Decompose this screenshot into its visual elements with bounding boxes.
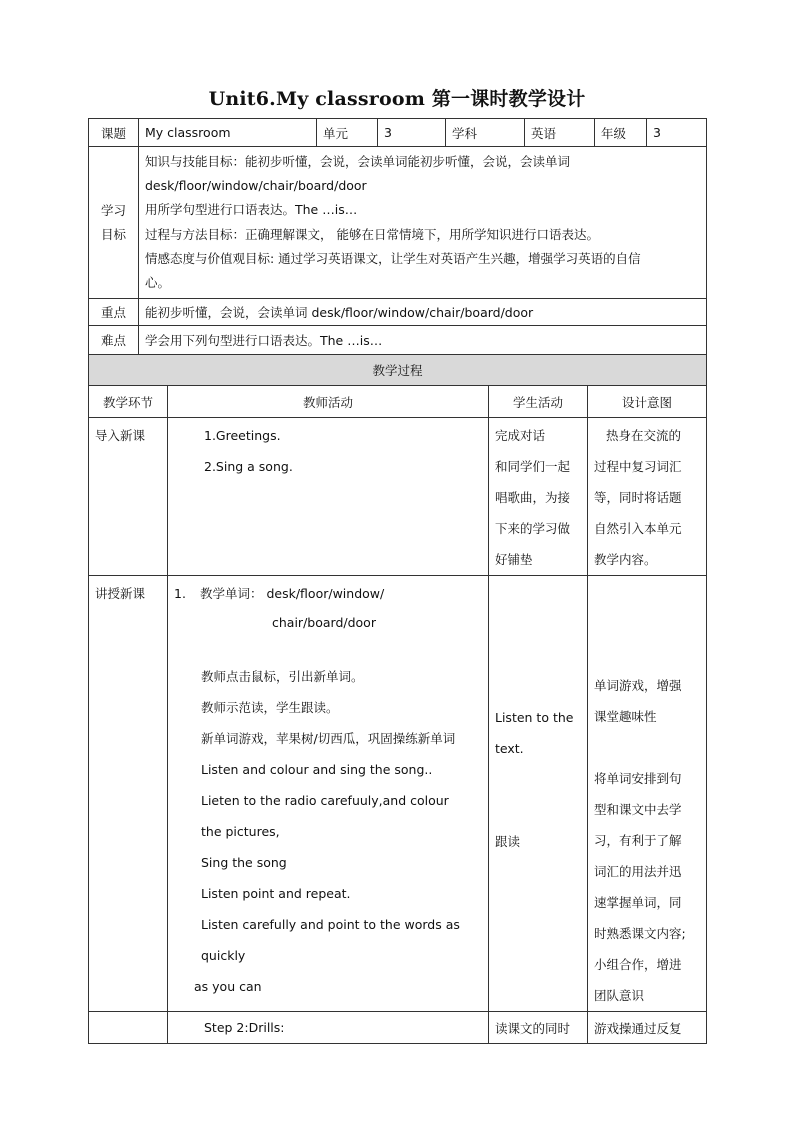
goals-label (89, 147, 139, 299)
intent-line: 团队意识 (594, 988, 645, 1003)
goal-line: 情感态度与价值观目标: 通过学习英语课文，让学生对英语产生兴趣，增强学习英语的自信 (145, 250, 641, 266)
student-line: text. (495, 741, 524, 756)
design-intent (588, 576, 707, 1012)
goals-label-line-2: 目标 (100, 226, 126, 242)
page-title: Unit6.My classroom 第一课时教学设计 (208, 88, 586, 110)
student-line: Listen to the (495, 710, 574, 725)
student-line: 唱歌曲，为接 (495, 490, 571, 505)
teacher-item-heading (174, 578, 482, 609)
intent-line: 教学内容。 (594, 552, 657, 567)
student-line: 跟读 (495, 834, 521, 849)
topic-value: My classroom (139, 119, 317, 147)
process-columns-row (89, 386, 707, 418)
table-row (89, 576, 707, 1012)
intent-line: 时熟悉课文内容; (594, 926, 686, 941)
difficulty-value: 学会用下列句型进行口语表达。The …is… (139, 326, 707, 355)
grade-value: 3 (647, 119, 707, 147)
subject-label: 学科 (446, 119, 525, 147)
teacher-line: 教师示范读，学生跟读。 (201, 700, 339, 715)
goals-label-line-1: 学习 (100, 202, 126, 218)
design-intent (588, 418, 707, 576)
table-row (89, 1012, 707, 1044)
student-activity: 读课文的同时 (489, 1012, 588, 1044)
teacher-item-title: 教学单词： desk/floor/window/ (200, 586, 385, 601)
intent-line: 过程中复习词汇 (594, 459, 682, 474)
intent-line: 热身在交流的 (606, 428, 682, 443)
goals-content (139, 147, 707, 299)
unit-value: 3 (378, 119, 446, 147)
student-activity (489, 576, 588, 1012)
teacher-line: 2.Sing a song. (204, 459, 293, 474)
student-line: 和同学们一起 (495, 459, 571, 474)
intent-line: 型和课文中去学 (594, 802, 682, 817)
stage-label: 讲授新课 (95, 586, 146, 601)
stage-cell (89, 1012, 168, 1044)
goal-line: desk/floor/window/chair/board/door (145, 178, 367, 194)
student-activity (489, 418, 588, 576)
intent-line: 将单词安排到句 (594, 771, 682, 786)
intent-line: 自然引入本单元 (594, 521, 682, 536)
teacher-line: Sing the song (201, 855, 287, 870)
teaching-process-table (88, 354, 707, 1044)
info-row-goals (89, 147, 707, 299)
column-header: 学生活动 (489, 386, 588, 418)
design-intent: 游戏操通过反复 (588, 1012, 707, 1044)
unit-label: 单元 (317, 119, 378, 147)
teacher-line: as you can (194, 979, 262, 994)
teacher-line: Lieten to the radio carefuuly,and colour (201, 793, 449, 808)
table-row (89, 418, 707, 576)
student-line: 完成对话 (495, 428, 546, 443)
process-header: 教学过程 (89, 355, 707, 386)
teacher-line: 1.Greetings. (204, 428, 281, 443)
teacher-line: Listen and colour and sing the song.. (201, 762, 433, 777)
subject-value: 英语 (525, 119, 595, 147)
goal-line: 用所学句型进行口语表达。The …is… (145, 202, 358, 218)
intent-line: 速掌握单词，同 (594, 895, 682, 910)
teacher-item-number: 1. (174, 586, 186, 601)
goal-line: 过程与方法目标：正确理解课文， 能够在日常情境下，用所学知识进行口语表达。 (145, 226, 599, 242)
column-header: 教学环节 (89, 386, 168, 418)
teacher-activity (168, 576, 489, 1012)
intent-line: 习，有利于了解 (594, 833, 682, 848)
goal-line: 心。 (145, 274, 171, 290)
intent-line: 等，同时将话题 (594, 490, 682, 505)
key-value: 能初步听懂，会说，会读单词 desk/floor/window/chair/board/door (139, 299, 707, 326)
key-label: 重点 (89, 299, 139, 326)
info-row-difficulty (89, 326, 707, 355)
stage-cell (89, 418, 168, 576)
column-header: 教师活动 (168, 386, 489, 418)
student-line: 好铺垫 (495, 552, 533, 567)
stage-label: 导入新课 (95, 428, 146, 443)
column-header: 设计意图 (588, 386, 707, 418)
teacher-line: the pictures, (201, 824, 280, 839)
lesson-info-table (88, 118, 707, 355)
goal-line: 知识与技能目标：能初步听懂，会说，会读单词能初步听懂，会说，会读单词 (145, 153, 571, 169)
topic-label: 课题 (89, 119, 139, 147)
info-row-key (89, 299, 707, 326)
intent-line: 小组合作，增进 (594, 957, 682, 972)
teacher-line: 新单词游戏，苹果树/切西瓜，巩固操练新单词 (201, 731, 456, 746)
intent-line: 单词游戏，增强 (594, 678, 682, 693)
process-header-row (89, 355, 707, 386)
grade-label: 年级 (595, 119, 647, 147)
intent-line: 词汇的用法并迅 (594, 864, 682, 879)
teacher-line: Listen point and repeat. (201, 886, 351, 901)
teacher-activity: Step 2:Drills: (168, 1012, 489, 1044)
info-row-basic (89, 119, 707, 147)
student-line: 下来的学习做 (495, 521, 571, 536)
stage-cell (89, 576, 168, 1012)
intent-line: 课堂趣味性 (594, 709, 657, 724)
difficulty-label: 难点 (89, 326, 139, 355)
teacher-line: 教师点击鼠标，引出新单词。 (201, 669, 364, 684)
teacher-activity (168, 418, 489, 576)
teacher-line: Listen carefully and point to the words as quickly (201, 917, 460, 963)
teacher-item-cont: chair/board/door (272, 615, 376, 630)
